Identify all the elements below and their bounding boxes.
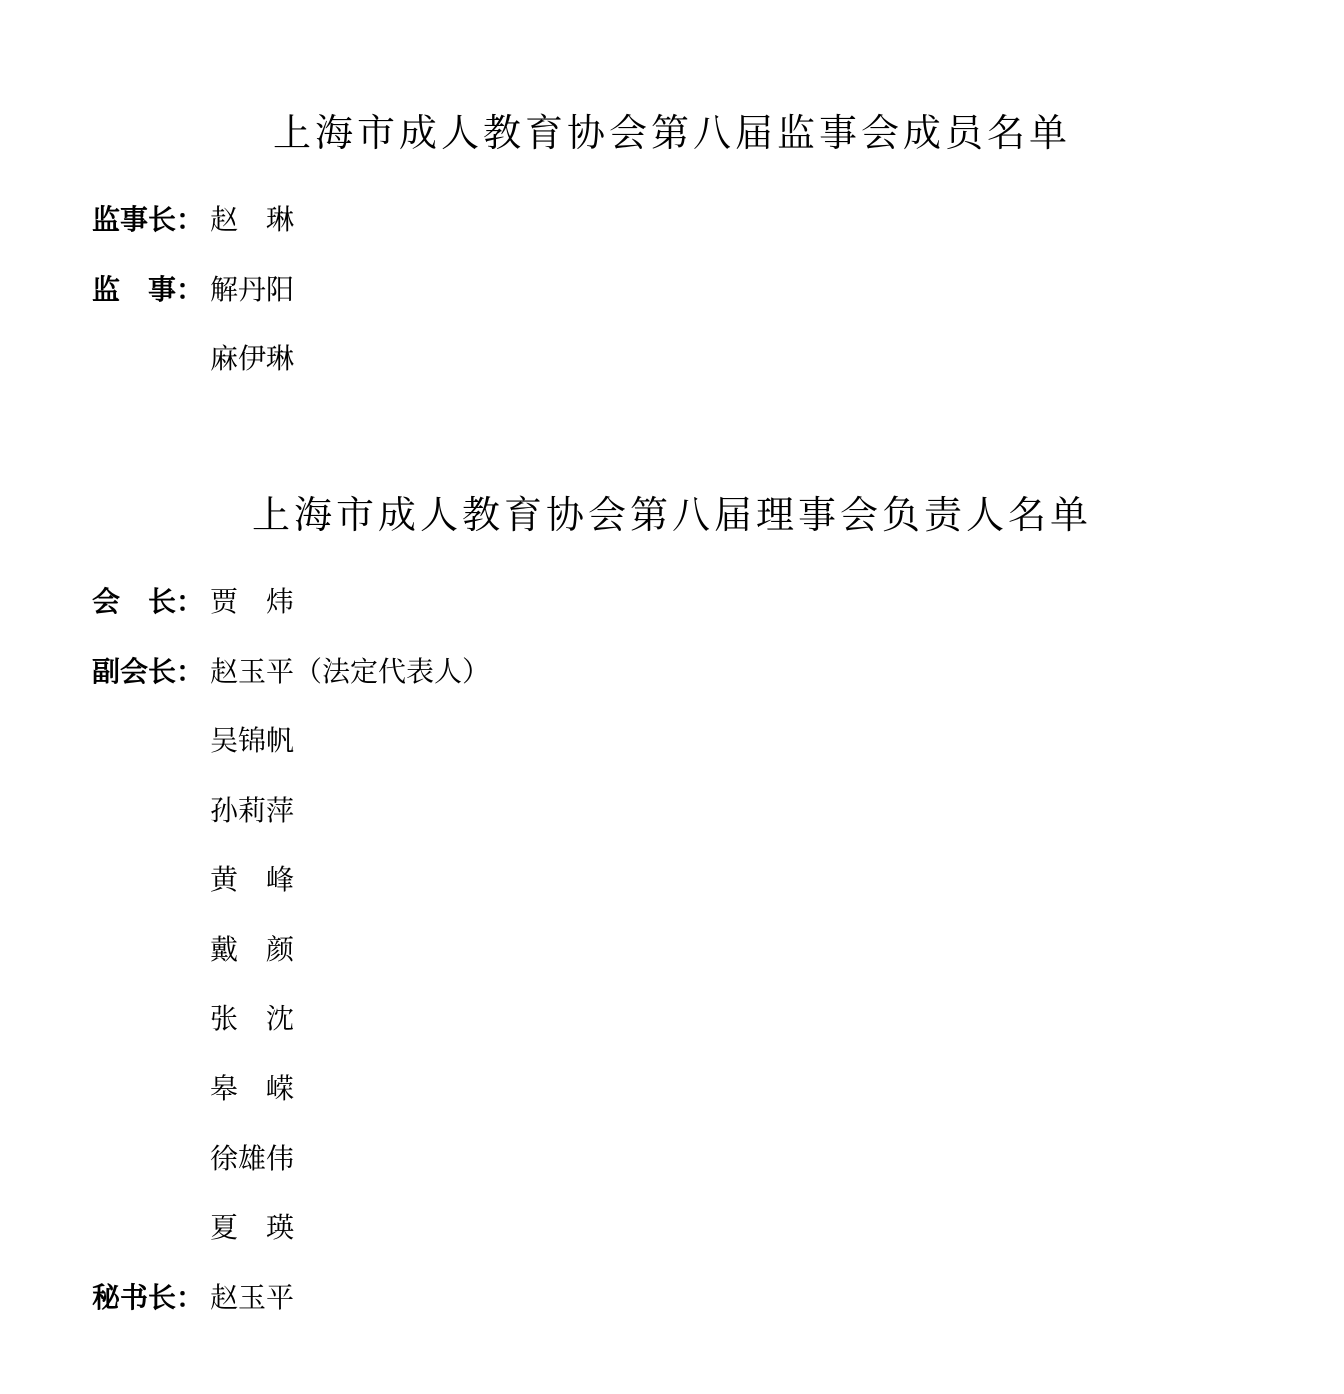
member-name: 赵玉平（法定代表人） (210, 655, 491, 688)
council-row (92, 721, 294, 761)
council-row (92, 1278, 294, 1318)
role-label: 监 事： (92, 273, 205, 306)
council-row (92, 1069, 294, 1109)
member-name: 孙莉萍 (210, 794, 295, 827)
supervisor-row (92, 270, 294, 310)
council-row (92, 1139, 294, 1179)
role-label: 副会长： (92, 655, 205, 688)
member-name: 麻伊琳 (210, 342, 295, 375)
council-row (92, 791, 294, 831)
supervisor-row (92, 339, 294, 379)
member-name: 吴锦帆 (210, 724, 295, 757)
member-name: 黄 峰 (210, 863, 295, 896)
member-name: 赵玉平 (210, 1281, 295, 1314)
member-name: 徐雄伟 (210, 1142, 295, 1175)
council-row (92, 999, 294, 1039)
member-name: 夏 瑛 (210, 1211, 295, 1244)
role-label: 会 长： (92, 585, 205, 618)
council-row (92, 1208, 294, 1248)
member-name: 解丹阳 (210, 273, 295, 306)
council-leaders-title: 上海市成人教育协会第八届理事会负责人名单 (251, 493, 1092, 537)
member-name: 张 沈 (210, 1002, 295, 1035)
member-name: 赵 琳 (210, 203, 295, 236)
council-row (92, 582, 294, 622)
member-name: 贾 炜 (210, 585, 295, 618)
supervisory-board-title: 上海市成人教育协会第八届监事会成员名单 (272, 111, 1071, 155)
role-label: 监事长： (92, 203, 205, 236)
supervisor-row (92, 200, 294, 240)
council-row (92, 930, 294, 970)
council-row (92, 652, 490, 692)
member-name: 皋 嵘 (210, 1072, 295, 1105)
council-row (92, 860, 294, 900)
member-name: 戴 颜 (210, 933, 295, 966)
role-label: 秘书长： (92, 1281, 205, 1314)
